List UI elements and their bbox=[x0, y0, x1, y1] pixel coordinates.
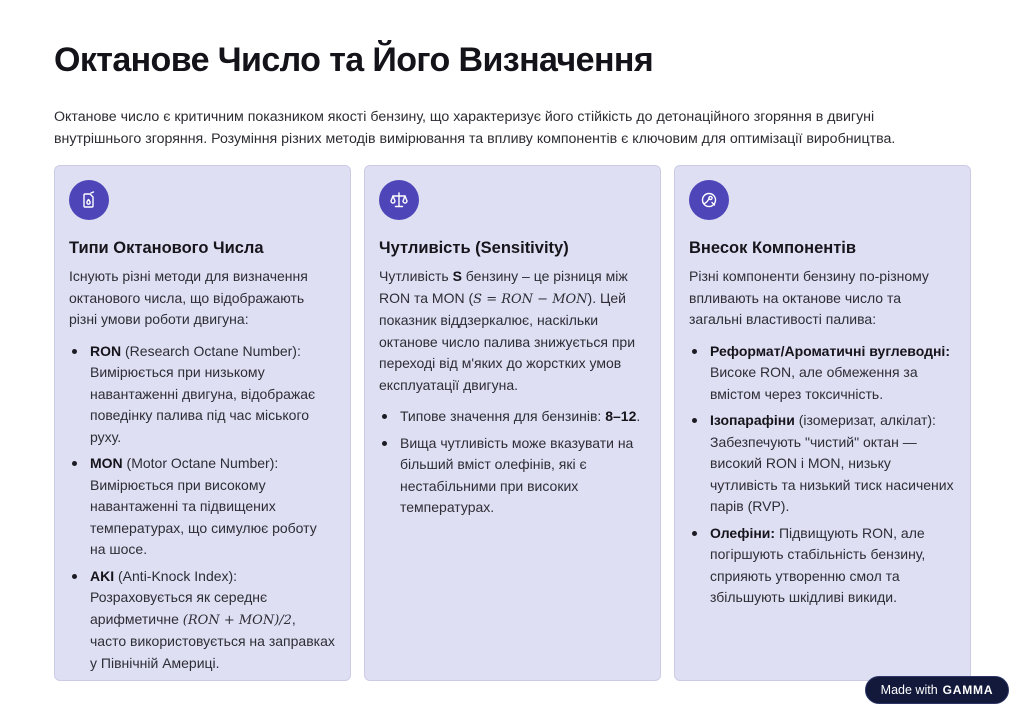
molecule-icon bbox=[689, 180, 729, 220]
fuel-can-icon bbox=[69, 180, 109, 220]
intro-paragraph: Октанове число є критичним показником якості бензину, що характеризує його стійкість до детонаційного згоряння в двигуні внутрішнього згоряння. Розуміння різних методів вимірювання та впливу компонентів є ключовим для оптимізації виробництва. bbox=[54, 109, 896, 147]
card-description bbox=[379, 266, 645, 396]
card-description: Різні компоненти бензину по-різному впливають на октанове число та загальні властивості палива: bbox=[689, 268, 929, 327]
page-title: Октанове Число та Його Визначення bbox=[54, 41, 654, 79]
bullet-list bbox=[689, 341, 955, 609]
bullet-text: (Motor Octane Number): Вимірюється при високому навантаженні та підвищених температурах, що симулює роботу на шосе. bbox=[90, 455, 317, 557]
bullet-term: Олефіни: bbox=[710, 524, 776, 541]
bullet-text: , часто використовується на заправках у Північній Америці. bbox=[90, 610, 335, 671]
list-item bbox=[69, 453, 335, 561]
bullet-text: (ізомеризат, алкілат): Забезпечують "чистий" октан — високий RON і MON, низьку чутливість та низький тиск насичених парів (RVP). bbox=[710, 412, 954, 514]
card-description: Існують різні методи для визначення октанового числа, що відображають різні умови роботи двигуна: bbox=[69, 268, 308, 327]
bullet-text: (Research Octane Number): Вимірюється при низькому навантаженні двигуна, відображає поведінку палива під час міського руху. bbox=[90, 342, 316, 445]
list-item bbox=[379, 406, 645, 428]
card-components bbox=[674, 165, 971, 681]
bullet-term: Реформат/Ароматичні вуглеводні: bbox=[710, 342, 950, 359]
bullet-term: RON bbox=[90, 342, 122, 359]
term-s: S bbox=[452, 268, 462, 284]
bullet-list bbox=[69, 341, 335, 675]
gamma-logo-text: GAMMA bbox=[942, 683, 994, 697]
formula-aki: (RON + MON)/2 bbox=[182, 612, 292, 628]
bullet-text: Підвищують RON, але погіршують стабільність бензину, сприяють утворенню смол та збільшують шкідливі викиди. bbox=[710, 524, 926, 605]
text-part: бензину – це різниця між RON та MON ( bbox=[379, 268, 628, 306]
bullet-text: Типове значення для бензинів: bbox=[400, 408, 606, 424]
card-sensitivity bbox=[364, 165, 661, 681]
list-item bbox=[379, 433, 645, 519]
card-title: Чутливість (Sensitivity) bbox=[379, 239, 569, 257]
list-item bbox=[689, 341, 955, 406]
bullet-term: AKI bbox=[90, 567, 115, 584]
bullet-text: . bbox=[636, 408, 641, 424]
text-part: ). Цей показник віддзеркалює, наскільки октанове число палива знижується при переході від м'яких до жорстких умов експлуатації двигуна. bbox=[379, 289, 636, 393]
list-item bbox=[689, 410, 955, 518]
bullet-text: Вища чутливість може вказувати на більший вміст олефінів, які є нестабільними при високих температурах. bbox=[400, 434, 634, 515]
bullet-text: (Anti-Knock Index): Розраховується як середнє арифметичне bbox=[90, 567, 268, 627]
list-item bbox=[69, 341, 335, 449]
made-with-gamma-badge[interactable] bbox=[865, 676, 1009, 704]
card-title: Внесок Компонентів bbox=[689, 239, 857, 257]
bullet-list bbox=[379, 406, 645, 519]
balance-scale-icon bbox=[379, 180, 419, 220]
bullet-term: 8–12 bbox=[605, 408, 637, 424]
list-item bbox=[689, 523, 955, 609]
card-title: Типи Октанового Числа bbox=[69, 239, 264, 257]
formula-sensitivity: S = RON − MON bbox=[473, 291, 588, 307]
badge-prefix: Made with bbox=[880, 683, 938, 697]
list-item bbox=[69, 566, 335, 675]
card-octane-types bbox=[54, 165, 351, 681]
bullet-text: Високе RON, але обмеження за вмістом через токсичність. bbox=[710, 364, 918, 402]
bullet-term: Ізопарафіни bbox=[710, 412, 795, 428]
bullet-term: MON bbox=[90, 455, 123, 471]
text-part: Чутливість bbox=[379, 268, 453, 284]
